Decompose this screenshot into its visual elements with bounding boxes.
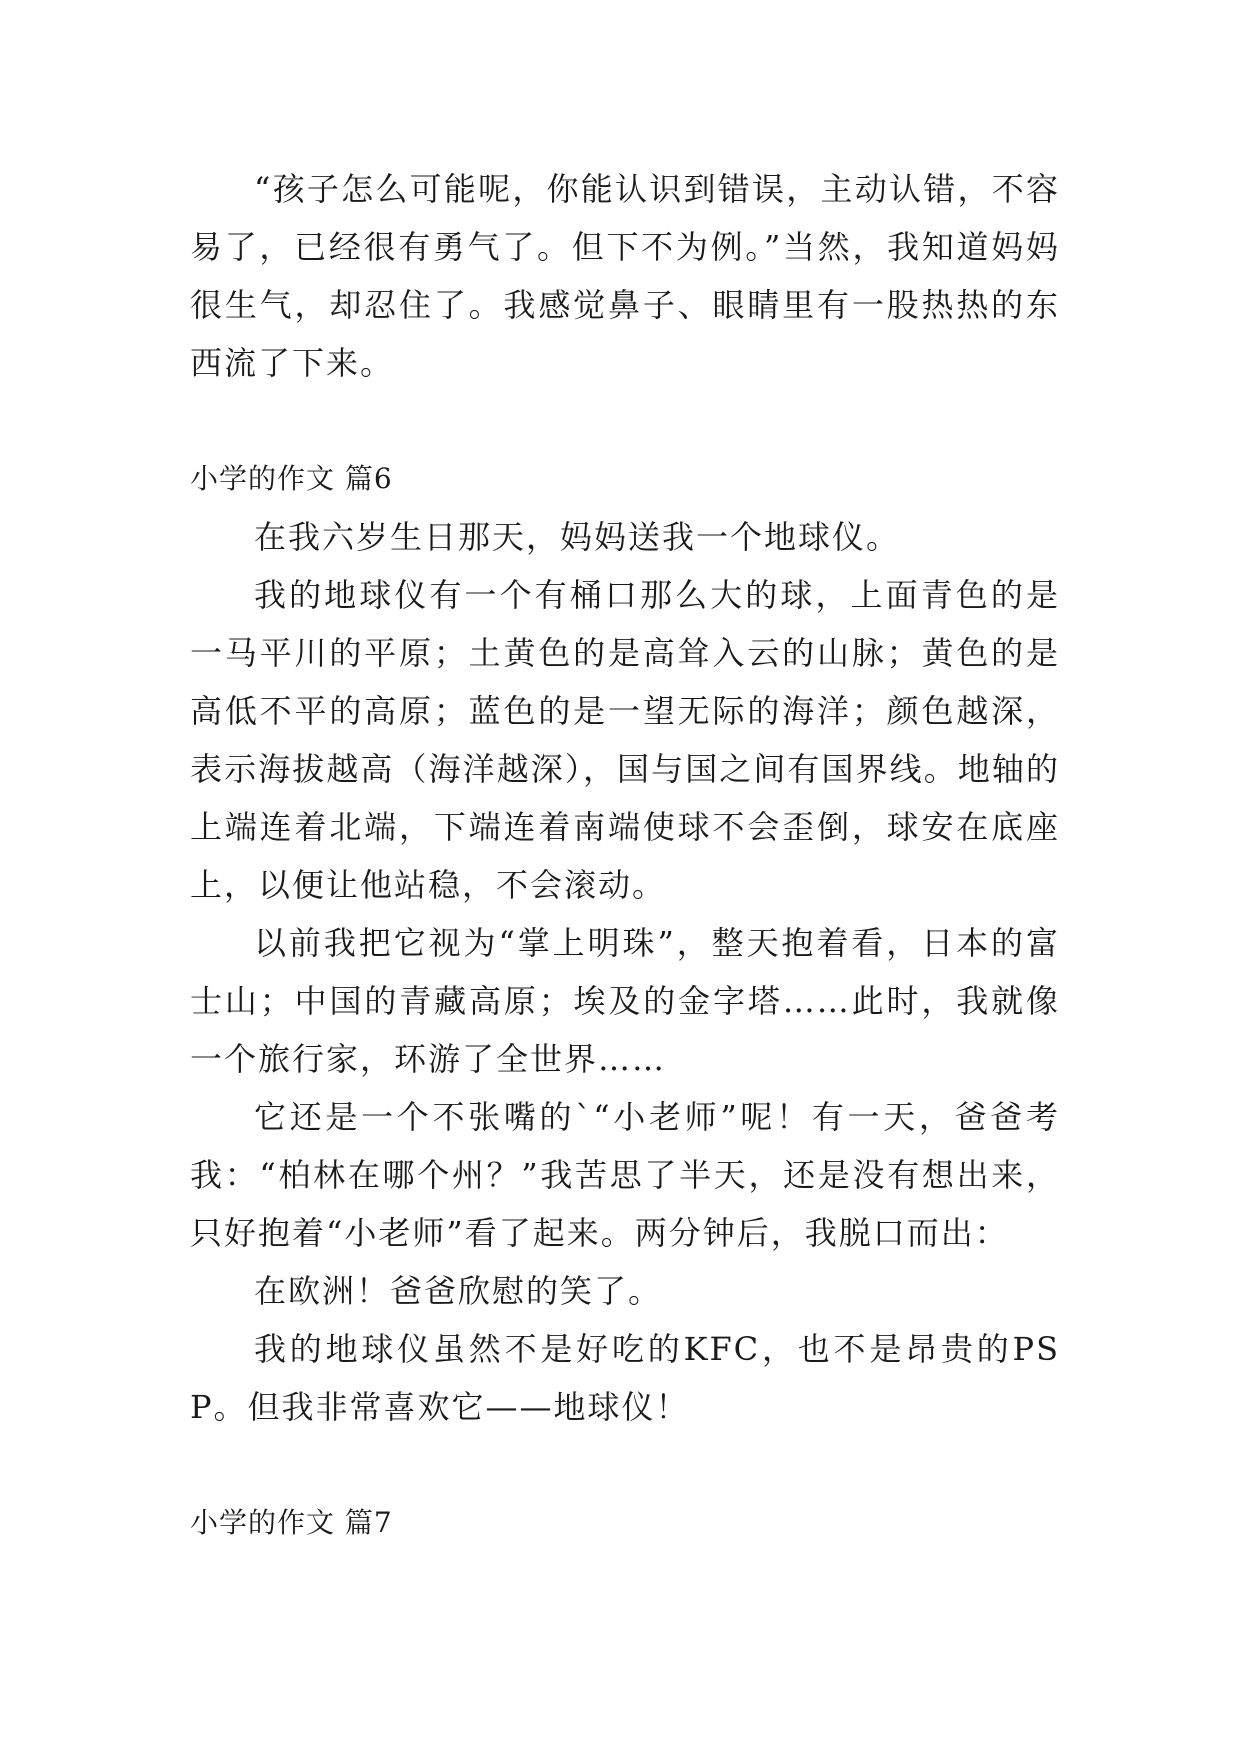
section-6-paragraph-1: 在我六岁生日那天，妈妈送我一个地球仪。 xyxy=(254,518,901,556)
section-6-paragraph-5: 在欧洲！爸爸欣慰的笑了。 xyxy=(254,1272,663,1310)
section-6-paragraph-4: 它还是一个不张嘴的`“小老师”呢！有一天，爸爸考我：“柏林在哪个州？”我苦思了半天，还是没有想出来，只好抱着“小老师”看了起来。两分钟后，我脱口而出： xyxy=(190,1098,1060,1252)
section-spacer xyxy=(190,1436,1060,1494)
text-column xyxy=(190,160,1060,1552)
section-spacer xyxy=(190,392,1060,450)
section-7-heading: 小学的作文 篇7 xyxy=(190,1506,393,1539)
opening-paragraph: “孩子怎么可能呢，你能认识到错误，主动认错，不容易了，已经很有勇气了。但下不为例。”当然，我知道妈妈很生气，却忍住了。我感觉鼻子、眼睛里有一股热热的东西流了下来。 xyxy=(190,170,1060,382)
section-6-heading: 小学的作文 篇6 xyxy=(190,462,393,495)
section-6-paragraph-3: 以前我把它视为“掌上明珠”，整天抱着看，日本的富士山；中国的青藏高原；埃及的金字塔……此时，我就像一个旅行家，环游了全世界…… xyxy=(190,924,1060,1078)
section-6-paragraph-2: 我的地球仪有一个有桶口那么大的球，上面青色的是一马平川的平原；土黄色的是高耸入云的山脉；黄色的是高低不平的高原；蓝色的是一望无际的海洋；颜色越深，表示海拔越高（海洋越深），国与国之间有国界线。地轴的上端连着北端，下端连着南端使球不会歪倒，球安在底座上，以便让他站稳，不会滚动。 xyxy=(190,576,1060,904)
section-6-paragraph-6: 我的地球仪虽然不是好吃的KFC，也不是昂贵的PSP。但我非常喜欢它——地球仪！ xyxy=(190,1330,1060,1426)
